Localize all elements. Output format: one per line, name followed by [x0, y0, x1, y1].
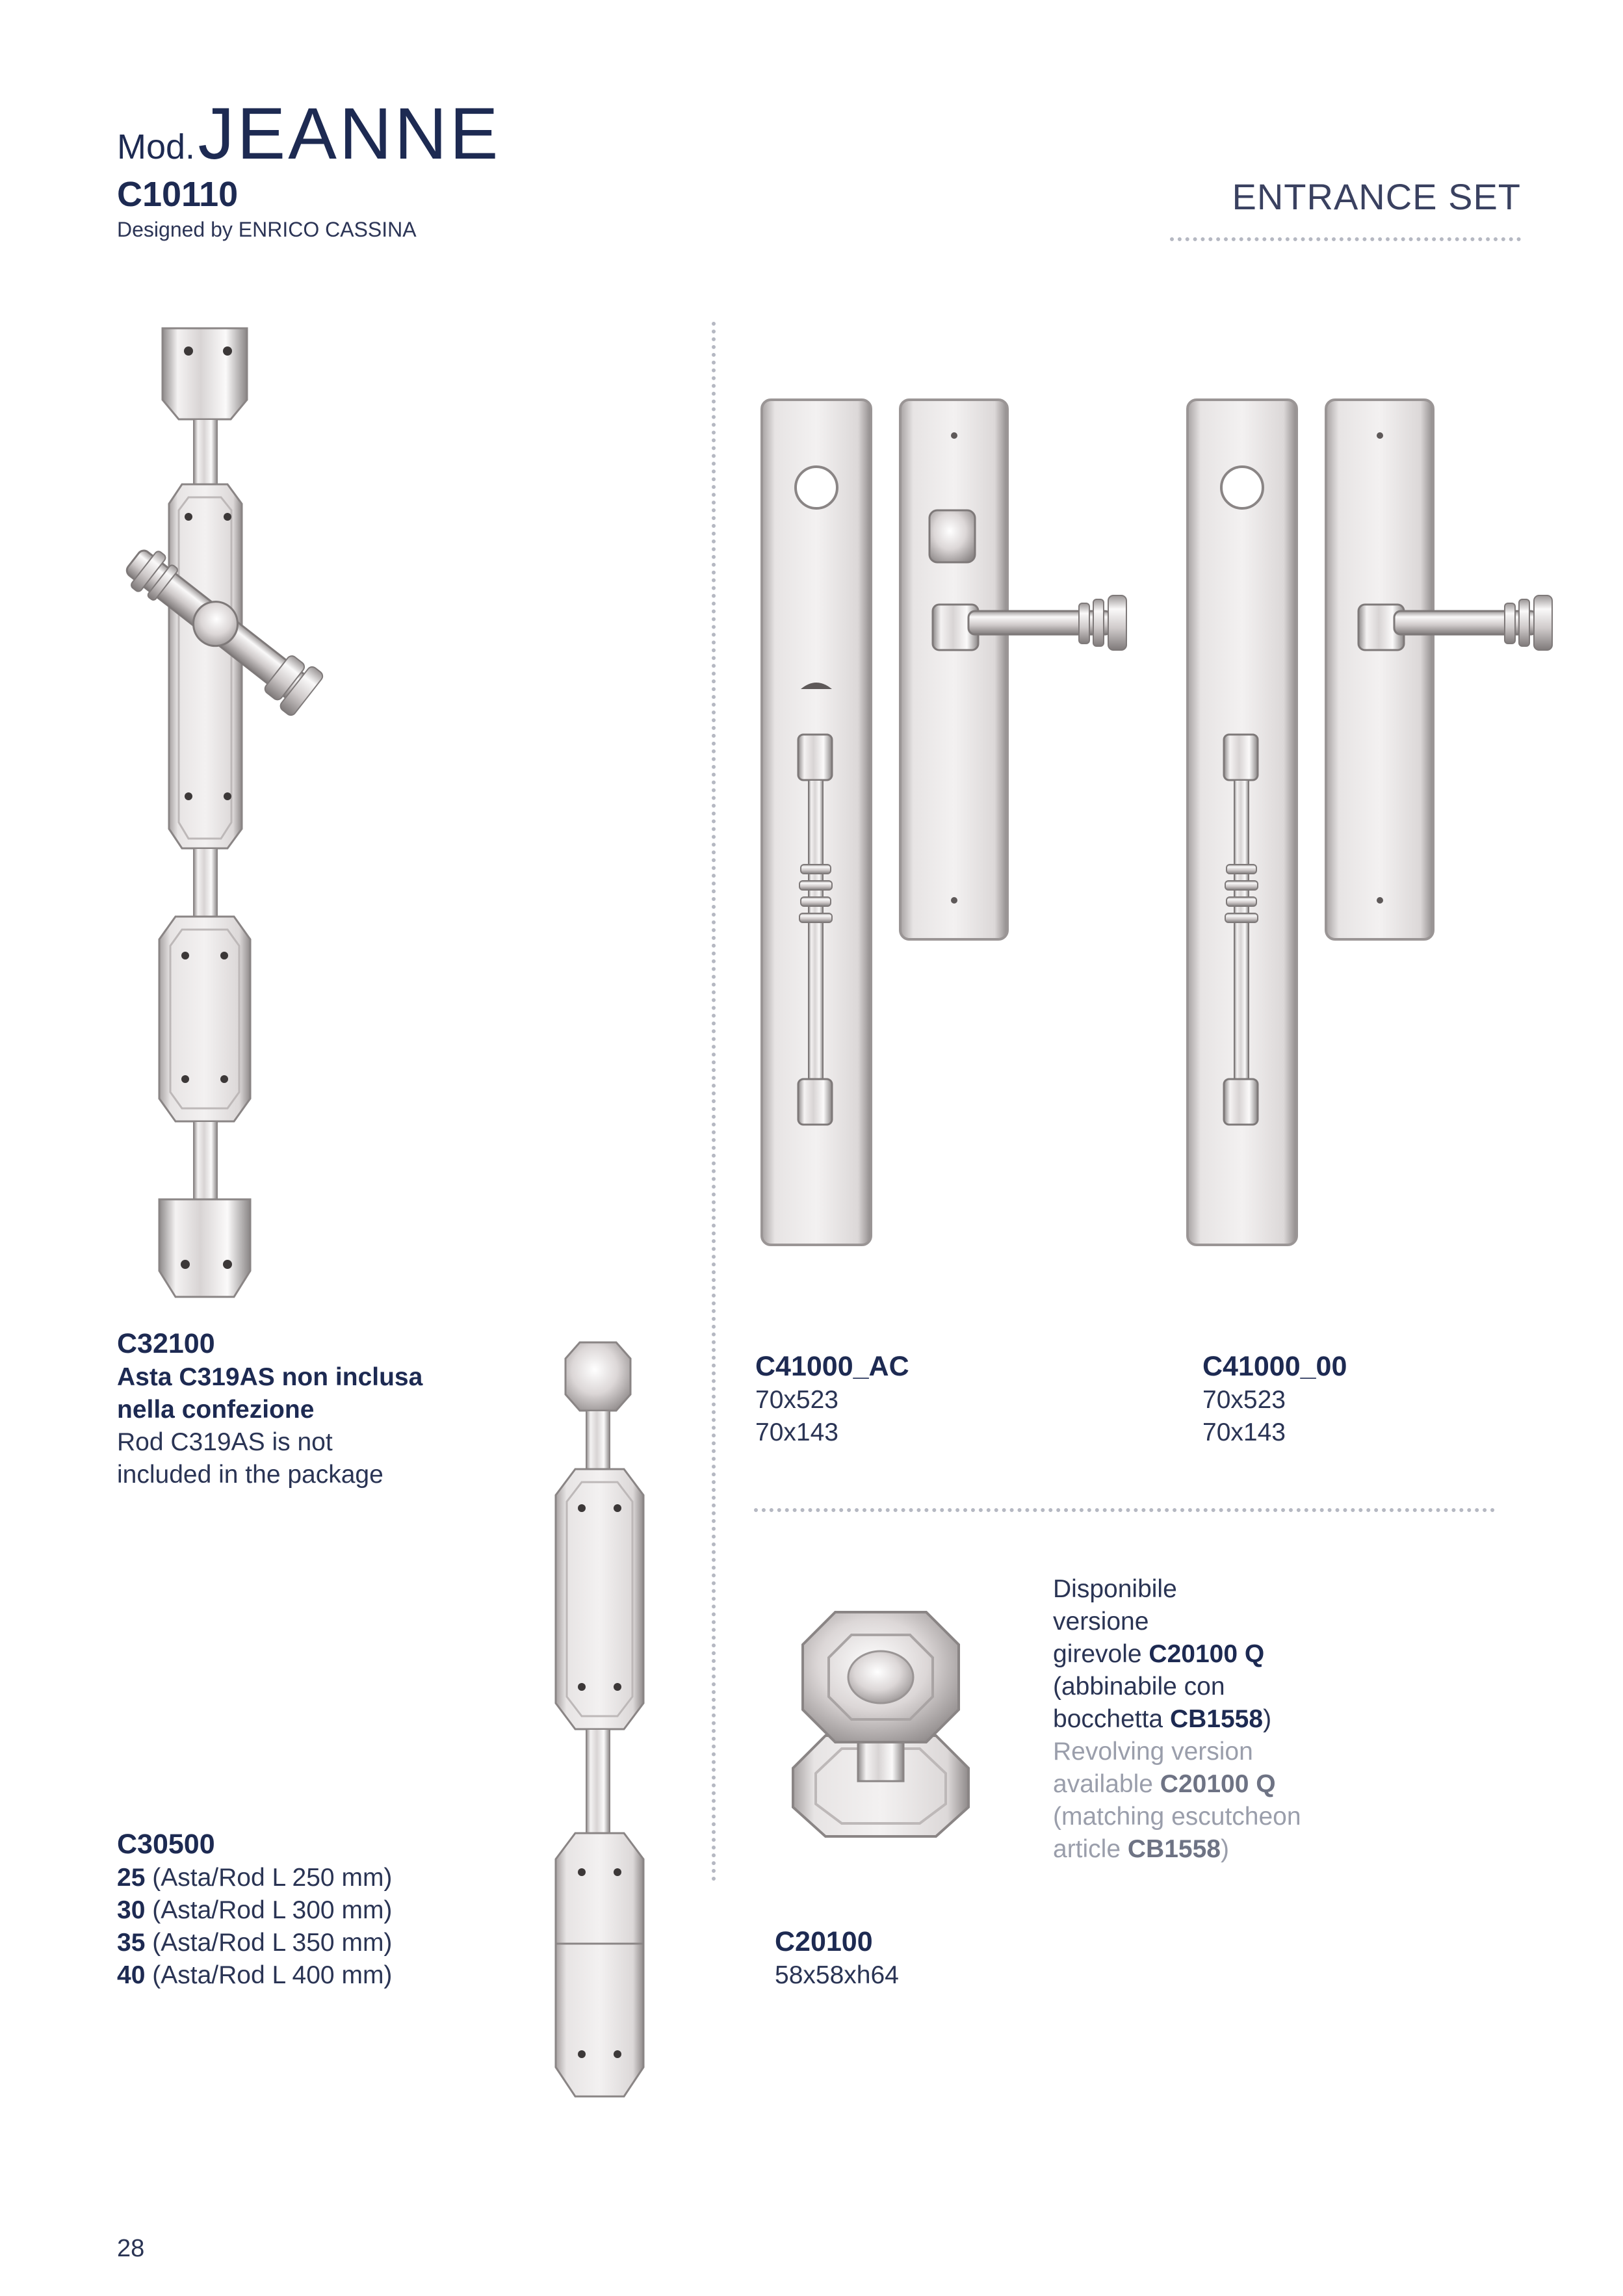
cremone-bolt-image — [97, 322, 370, 1303]
entrance-plate-ac-image — [754, 397, 1157, 1255]
availability-it-4: (abbinabile con — [1053, 1673, 1225, 1701]
c41000-ac-size-2: 70x143 — [755, 1418, 838, 1446]
c20100-code: C20100 — [775, 1926, 873, 1957]
c30500-info — [117, 1827, 507, 1992]
model-name: JEANNE — [198, 93, 501, 174]
page-number: 28 — [117, 2235, 145, 2262]
c32100-code: C32100 — [117, 1328, 215, 1359]
designer-credit: Designed by ENRICO CASSINA — [117, 218, 417, 241]
availability-en-1: Revolving version — [1053, 1738, 1253, 1766]
availability-en-3: (matching escutcheon — [1053, 1803, 1301, 1831]
c41000-00-size-1: 70x523 — [1202, 1386, 1286, 1414]
c41000-00-info — [1202, 1349, 1527, 1449]
c30500-variant: 35 (Asta/Rod L 350 mm) — [117, 1929, 393, 1957]
c41000-ac-info — [755, 1349, 1080, 1449]
c32100-note-it-1: Asta C319AS non inclusa — [117, 1363, 423, 1391]
bolt-image — [539, 1339, 669, 2119]
availability-it-1: Disponibile — [1053, 1575, 1177, 1603]
c32100-info — [117, 1326, 481, 1491]
model-prefix: Mod. — [117, 127, 196, 166]
c30500-code: C30500 — [117, 1829, 215, 1860]
c41000-ac-code: C41000_AC — [755, 1351, 909, 1382]
c41000-ac-size-1: 70x523 — [755, 1386, 838, 1414]
availability-it-3: girevole C20100 Q — [1053, 1640, 1265, 1668]
availability-it-2: versione — [1053, 1608, 1149, 1636]
c20100-info — [775, 1924, 1035, 1992]
entrance-plate-00-image — [1180, 397, 1583, 1255]
c41000-00-code: C41000_00 — [1202, 1351, 1347, 1382]
c32100-note-en-1: Rod C319AS is not — [117, 1428, 333, 1456]
knob-image — [773, 1606, 988, 1840]
section-title: ENTRANCE SET — [1232, 176, 1521, 217]
c32100-note-en-2: included in the package — [117, 1461, 383, 1489]
availability-en-2: available C20100 Q — [1053, 1770, 1276, 1798]
model-title — [117, 93, 501, 174]
section-divider — [1170, 237, 1521, 241]
row-divider — [754, 1508, 1495, 1512]
c20100-size: 58x58xh64 — [775, 1961, 899, 1989]
c30500-variant: 30 (Asta/Rod L 300 mm) — [117, 1896, 393, 1924]
c32100-note-it-2: nella confezione — [117, 1396, 315, 1424]
c30500-variant: 25 (Asta/Rod L 250 mm) — [117, 1864, 393, 1892]
c20100-availability — [1053, 1573, 1391, 1866]
availability-en-4: article CB1558) — [1053, 1835, 1229, 1863]
c30500-variant: 40 (Asta/Rod L 400 mm) — [117, 1961, 393, 1989]
availability-it-5: bocchetta CB1558) — [1053, 1705, 1272, 1733]
c41000-00-size-2: 70x143 — [1202, 1418, 1286, 1446]
model-code: C10110 — [117, 175, 239, 214]
column-divider — [712, 322, 716, 1882]
